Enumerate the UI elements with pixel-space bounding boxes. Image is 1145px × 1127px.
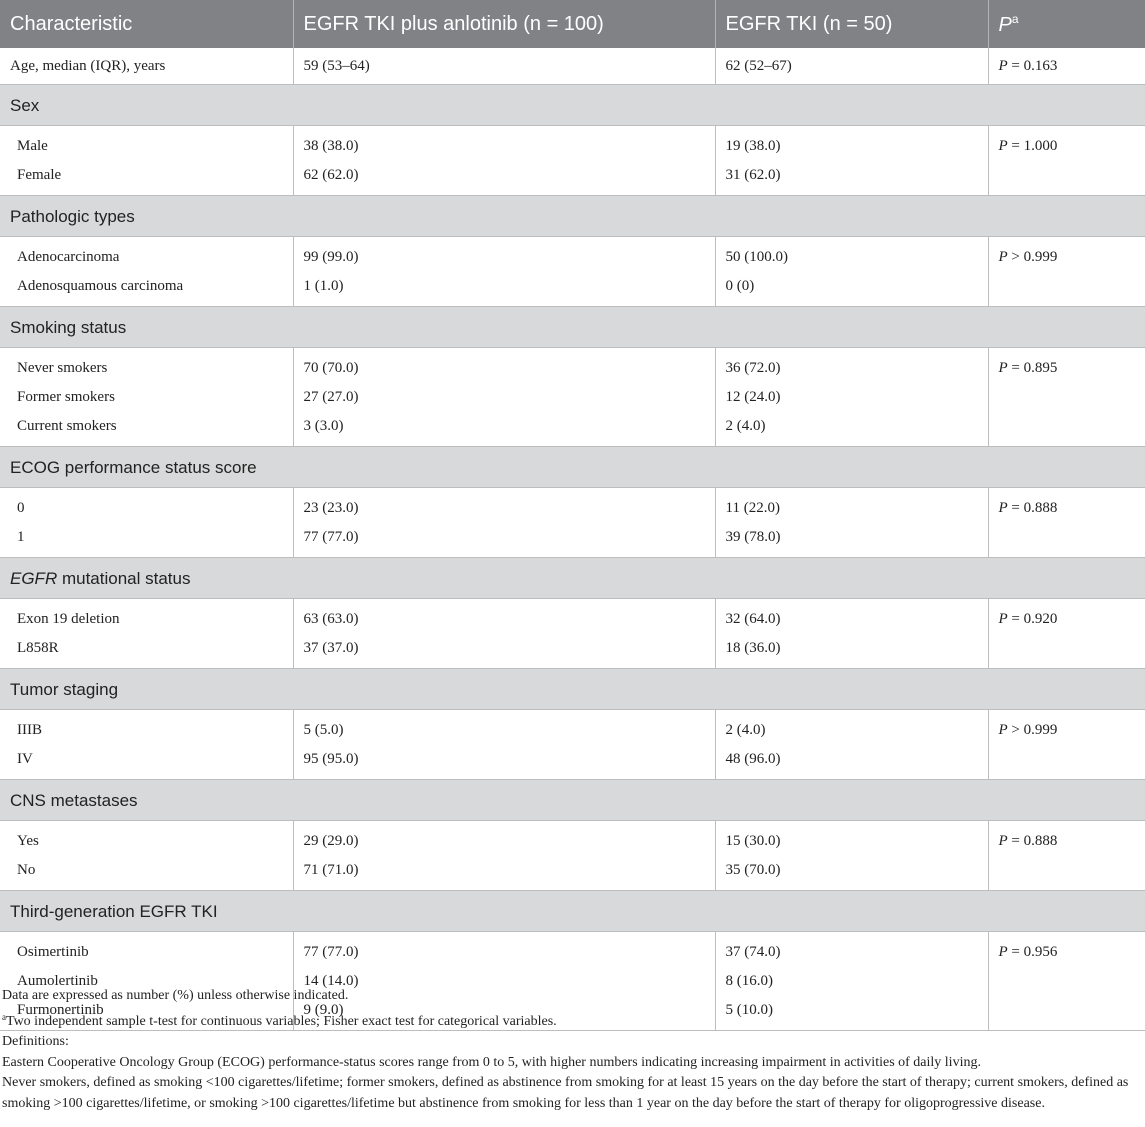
header-characteristic: Characteristic — [0, 0, 293, 48]
tumor-p-value: P > 0.999 — [998, 722, 1058, 738]
section-title-sex: Sex — [0, 85, 1145, 126]
ecog-group2-0: 11 (22.0) — [725, 500, 780, 516]
ecog-group2-1: 39 (78.0) — [725, 529, 781, 545]
sex-group1-0: 38 (38.0) — [303, 138, 359, 154]
third-gen-group1-2: 9 (9.0) — [303, 1002, 344, 1018]
section-title-egfr: EGFR mutational status — [0, 558, 1145, 599]
table-row-egfr — [0, 599, 1145, 669]
pathologic-label-1: Adenosquamous carcinoma — [17, 278, 184, 294]
cns-label-0: Yes — [17, 833, 39, 849]
footnote-definitions-title: Definitions: — [2, 1034, 69, 1049]
egfr-group2-1: 18 (36.0) — [725, 640, 781, 656]
section-title-cns: CNS metastases — [0, 780, 1145, 821]
smoking-label-2: Current smokers — [17, 418, 117, 434]
section-row-ecog — [0, 447, 1145, 488]
table-row-ecog — [0, 488, 1145, 558]
footnote-smoker-definition: Never smokers, defined as smoking <100 cigarettes/lifetime; former smokers, defined as abstinence from smoking for at least 15 years on the day before the start of therapy; current smokers, defined as smoking >100 cigarettes/lifetime, or smoking >100 cigarettes/lifetime but abstinence from smoking for less than 1 year on the day before the start of therapy for oligoprogressive disease. — [2, 1075, 1129, 1111]
sex-label-0: Male — [17, 138, 48, 154]
tumor-group1-0: 5 (5.0) — [303, 722, 344, 738]
third-gen-label-2: Furmonertinib — [17, 1002, 104, 1018]
smoking-group1-1: 27 (27.0) — [303, 389, 359, 405]
egfr-group2-0: 32 (64.0) — [725, 611, 781, 627]
pathologic-group1-1: 1 (1.0) — [303, 278, 344, 294]
smoking-group2-2: 2 (4.0) — [725, 418, 766, 434]
smoking-group1-2: 3 (3.0) — [303, 418, 344, 434]
smoking-group2-0: 36 (72.0) — [725, 360, 781, 376]
table-header-row — [0, 0, 1145, 48]
egfr-p-value: P = 0.920 — [998, 611, 1058, 627]
pathologic-group2-0: 50 (100.0) — [725, 249, 788, 265]
third-gen-group2-1: 8 (16.0) — [725, 973, 773, 989]
ecog-p-value: P = 0.888 — [998, 500, 1058, 516]
header-group2: EGFR TKI (n = 50) — [715, 0, 988, 48]
table-footnotes — [2, 986, 1142, 1114]
smoking-label-0: Never smokers — [17, 360, 108, 376]
egfr-label-1: L858R — [17, 640, 59, 656]
smoking-group1-0: 70 (70.0) — [303, 360, 359, 376]
sex-label-1: Female — [17, 167, 62, 183]
smoking-label-1: Former smokers — [17, 389, 115, 405]
sex-p-value: P = 1.000 — [998, 138, 1058, 154]
table-row-smoking — [0, 348, 1145, 447]
header-p-value — [988, 0, 1145, 48]
cns-group2-0: 15 (30.0) — [725, 833, 781, 849]
cns-label-1: No — [17, 862, 36, 878]
third-gen-label-1: Aumolertinib — [17, 973, 98, 989]
tumor-label-1: IV — [17, 751, 33, 767]
cns-group2-1: 35 (70.0) — [725, 862, 781, 878]
section-title-smoking: Smoking status — [0, 307, 1145, 348]
section-row-cns — [0, 780, 1145, 821]
table-row-cns — [0, 821, 1145, 891]
pathologic-label-0: Adenocarcinoma — [17, 249, 120, 265]
cns-p-value: P = 0.888 — [998, 833, 1058, 849]
cns-group1-0: 29 (29.0) — [303, 833, 359, 849]
tumor-group2-1: 48 (96.0) — [725, 751, 781, 767]
section-row-sex — [0, 85, 1145, 126]
section-row-egfr — [0, 558, 1145, 599]
section-row-smoking — [0, 307, 1145, 348]
third-gen-group2-2: 5 (10.0) — [725, 1002, 773, 1018]
age-group2: 62 (52–67) — [715, 48, 988, 85]
header-p-sup: a — [1011, 11, 1019, 26]
table-row-sex — [0, 126, 1145, 196]
egfr-group1-1: 37 (37.0) — [303, 640, 359, 656]
table-row-age — [0, 48, 1145, 85]
ecog-label-0: 0 — [17, 500, 25, 516]
footnote-test-sup: a — [2, 1011, 6, 1022]
pathologic-group2-1: 0 (0) — [725, 278, 755, 294]
pathologic-group1-0: 99 (99.0) — [303, 249, 359, 265]
pathologic-p-value: P > 0.999 — [998, 249, 1058, 265]
egfr-group1-0: 63 (63.0) — [303, 611, 359, 627]
section-title-third-gen: Third-generation EGFR TKI — [0, 891, 1145, 932]
section-title-pathologic: Pathologic types — [0, 196, 1145, 237]
cns-group1-1: 71 (71.0) — [303, 862, 359, 878]
age-p-value: P = 0.163 — [988, 48, 1145, 85]
smoking-p-value: P = 0.895 — [998, 360, 1058, 376]
footnote-ecog-definition: Eastern Cooperative Oncology Group (ECOG) performance-status scores range from 0 to 5, with higher numbers indicating increasing impairment in activities of daily living. — [2, 1054, 981, 1070]
third-gen-group2-0: 37 (74.0) — [725, 944, 781, 960]
third-gen-group1-1: 14 (14.0) — [303, 973, 359, 989]
tumor-group2-0: 2 (4.0) — [725, 722, 766, 738]
ecog-group1-1: 77 (77.0) — [303, 529, 359, 545]
section-row-third-gen — [0, 891, 1145, 932]
third-gen-p-value: P = 0.956 — [998, 944, 1058, 960]
section-title-ecog: ECOG performance status score — [0, 447, 1145, 488]
age-group1: 59 (53–64) — [293, 48, 715, 85]
section-row-tumor — [0, 669, 1145, 710]
footnote-test-note: $^a$Two independent sample t-test for continuous variables; Fisher exact test for categorical variables. — [2, 1011, 557, 1029]
footnote-data-note: Data are expressed as number (%) unless otherwise indicated. — [2, 988, 349, 1003]
ecog-label-1: 1 — [17, 529, 25, 545]
sex-group1-1: 62 (62.0) — [303, 167, 359, 183]
age-label: Age, median (IQR), years — [0, 48, 293, 85]
sex-group2-1: 31 (62.0) — [725, 167, 781, 183]
sex-group2-0: 19 (38.0) — [725, 138, 781, 154]
table-row-pathologic — [0, 237, 1145, 307]
smoking-group2-1: 12 (24.0) — [725, 389, 781, 405]
third-gen-group1-0: 77 (77.0) — [303, 944, 359, 960]
tumor-group1-1: 95 (95.0) — [303, 751, 359, 767]
table-row-tumor — [0, 710, 1145, 780]
header-group1: EGFR TKI plus anlotinib (n = 100) — [293, 0, 715, 48]
section-title-tumor: Tumor staging — [0, 669, 1145, 710]
egfr-label-0: Exon 19 deletion — [17, 611, 120, 627]
section-row-pathologic — [0, 196, 1145, 237]
tumor-label-0: IIIB — [17, 722, 42, 738]
ecog-group1-0: 23 (23.0) — [303, 500, 359, 516]
header-p-letter: P — [998, 13, 1012, 36]
third-gen-label-0: Osimertinib — [17, 944, 89, 960]
